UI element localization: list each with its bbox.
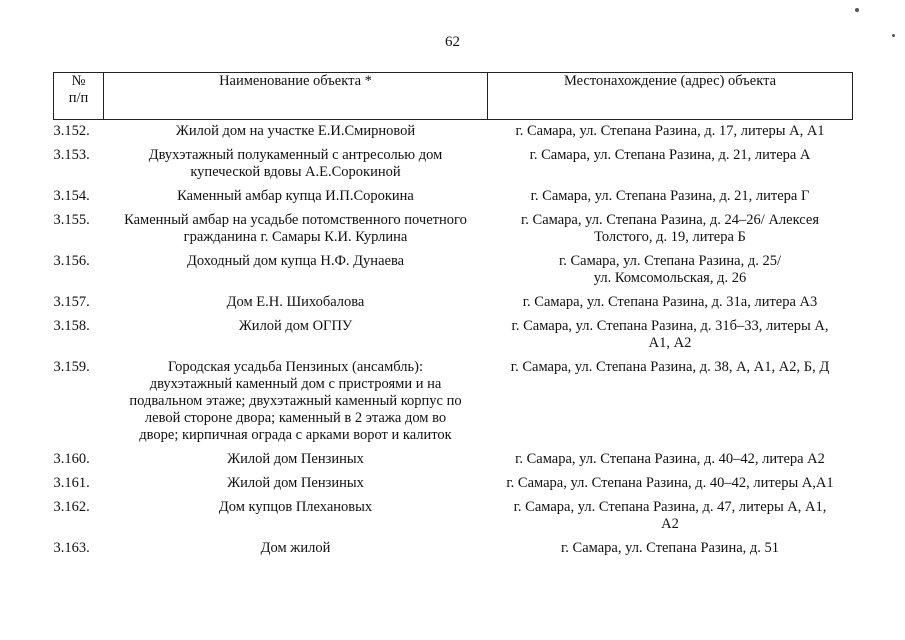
- table-row: [54, 318, 853, 359]
- object-name: Каменный амбар купца И.П.Сорокина: [177, 188, 414, 204]
- header-number: № п/п: [54, 73, 104, 120]
- row-number: 3.162.: [53, 499, 90, 515]
- table-header-row: [54, 73, 853, 120]
- row-number: 3.155.: [53, 212, 90, 228]
- object-address: г. Самара, ул. Степана Разина, д. 40–42, литера А2: [515, 451, 825, 467]
- object-name: Дом Е.Н. Шихобалова: [226, 294, 365, 310]
- object-address: г. Самара, ул. Степана Разина, д. 40–42, литеры А,А1: [506, 475, 834, 491]
- table-row: [54, 212, 853, 253]
- object-address: г. Самара, ул. Степана Разина, д. 25/ ул. Комсомольская, д. 26: [558, 253, 782, 286]
- table-row: [54, 294, 853, 318]
- row-number: 3.160.: [53, 451, 90, 467]
- object-address: г. Самара, ул. Степана Разина, д. 21, литера А: [529, 147, 811, 163]
- row-number: 3.161.: [53, 475, 90, 491]
- table-row: [54, 147, 853, 188]
- page-number: 62: [445, 34, 460, 50]
- row-number: 3.159.: [53, 359, 90, 375]
- object-name: Каменный амбар на усадьбе потомственного почетного гражданина г. Самары К.И. Курлина: [124, 212, 467, 245]
- scan-speck: [855, 8, 859, 12]
- object-name: Дом купцов Плехановых: [218, 499, 373, 515]
- table-row: [54, 540, 853, 564]
- object-address: г. Самара, ул. Степана Разина, д. 51: [560, 540, 780, 556]
- scan-speck: [892, 34, 895, 37]
- object-address: г. Самара, ул. Степана Разина, д. 31а, литера А3: [522, 294, 818, 310]
- object-name: Доходный дом купца Н.Ф. Дунаева: [186, 253, 405, 269]
- row-number: 3.153.: [53, 147, 90, 163]
- row-number: 3.152.: [53, 123, 90, 139]
- object-address: г. Самара, ул. Степана Разина, д. 24–26/ Алексея Толстого, д. 19, литера Б: [521, 212, 819, 245]
- row-number: 3.158.: [53, 318, 90, 334]
- row-number: 3.157.: [53, 294, 90, 310]
- object-name: Городская усадьба Пензиных (ансамбль): двухэтажный каменный дом с пристроями и на подвальном этаже; двухэтажный каменный корпус по левой стороне двора; каменный в 2 этажа дом во дворе; кирпичная ограда с арками ворот и калиток: [129, 359, 462, 443]
- object-address: г. Самара, ул. Степана Разина, д. 38, А, А1, А2, Б, Д: [510, 359, 830, 375]
- header-object-address: Местонахождение (адрес) объекта: [488, 73, 853, 120]
- table-row: [54, 499, 853, 540]
- object-name: Дом жилой: [260, 540, 331, 556]
- header-object-name: Наименование объекта *: [104, 73, 488, 120]
- table-row: [54, 475, 853, 499]
- objects-table: [53, 72, 853, 564]
- object-name: Жилой дом ОГПУ: [238, 318, 353, 334]
- object-address: г. Самара, ул. Степана Разина, д. 21, литера Г: [530, 188, 810, 204]
- table-row: [54, 188, 853, 212]
- object-name: Жилой дом на участке Е.И.Смирновой: [175, 123, 416, 139]
- row-number: 3.156.: [53, 253, 90, 269]
- row-number: 3.163.: [53, 540, 90, 556]
- table-row: [54, 451, 853, 475]
- object-address: г. Самара, ул. Степана Разина, д. 31б–33, литеры А, А1, А2: [511, 318, 829, 351]
- object-name: Жилой дом Пензиных: [227, 451, 364, 467]
- table-row: [54, 253, 853, 294]
- table-row: [54, 359, 853, 451]
- object-name: Двухэтажный полукаменный с антресолью дом купеческой вдовы А.Е.Сорокиной: [148, 147, 443, 180]
- object-address: г. Самара, ул. Степана Разина, д. 47, литеры А, А1, А2: [513, 499, 827, 532]
- table-row: [54, 120, 853, 148]
- row-number: 3.154.: [53, 188, 90, 204]
- object-name: Жилой дом Пензиных: [227, 475, 364, 491]
- object-address: г. Самара, ул. Степана Разина, д. 17, литеры А, А1: [515, 123, 825, 139]
